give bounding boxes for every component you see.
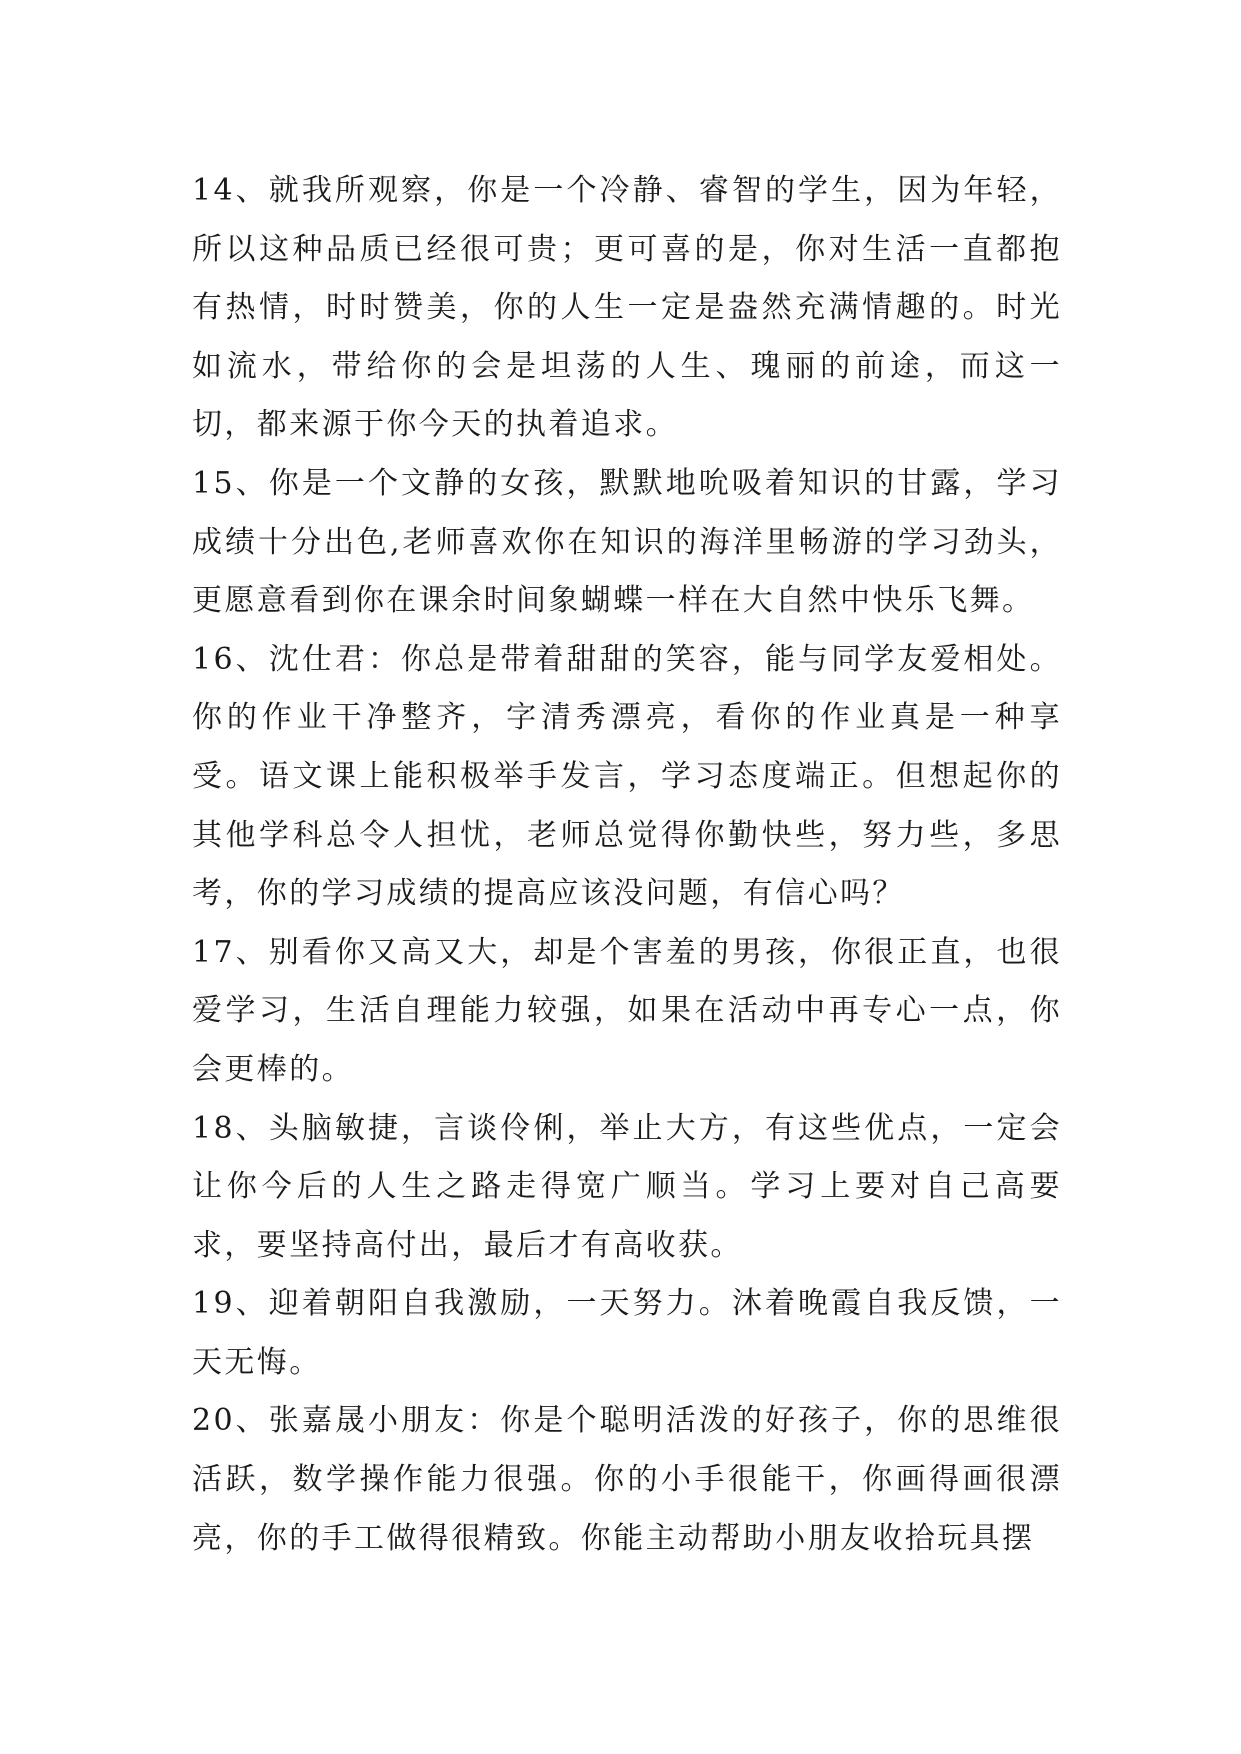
paragraph-15: 15、你是一个文静的女孩，默默地吮吸着知识的甘露，学习成绩十分出色,老师喜欢你在知识的海洋里畅游的学习劲头，更愿意看到你在课余时间象蝴蝶一样在大自然中快乐飞舞。	[192, 465, 1062, 619]
paragraph-18: 18、头脑敏捷，言谈伶俐，举止大方，有这些优点，一定会让你今后的人生之路走得宽广顺当。学习上要对自己高要求，要坚持高付出，最后才有高收获。	[192, 1110, 1062, 1263]
paragraph-19: 19、迎着朝阳自我激励，一天努力。沐着晚霞自我反馈，一天无悔。	[192, 1286, 1062, 1380]
paragraph-14: 14、就我所观察，你是一个冷静、睿智的学生，因为年轻，所以这种品质已经很可贵；更可喜的是，你对生活一直都抱有热情，时时赞美，你的人生一定是盎然充满情趣的。时光如流水，带给你的会是坦荡的人生、瑰丽的前途，而这一切，都来源于你今天的执着追求。	[192, 173, 1062, 443]
paragraph-17: 17、别看你又高又大，却是个害羞的男孩，你很正直，也很爱学习，生活自理能力较强，如果在活动中再专心一点，你会更棒的。	[192, 934, 1062, 1087]
paragraph-20: 20、张嘉晟小朋友：你是个聪明活泼的好孩子，你的思维很活跃，数学操作能力很强。你的小手很能干，你画得画很漂亮，你的手工做得很精致。你能主动帮助小朋友收拾玩具摆	[192, 1403, 1062, 1556]
document-body	[192, 162, 1062, 1568]
paragraph-16: 16、沈仕君：你总是带着甜甜的笑容，能与同学友爱相处。你的作业干净整齐，字清秀漂亮，看你的作业真是一种享受。语文课上能积极举手发言，学习态度端正。但想起你的其他学科总令人担忧，老师总觉得你勤快些，努力些，多思考，你的学习成绩的提高应该没问题，有信心吗？	[192, 641, 1062, 912]
